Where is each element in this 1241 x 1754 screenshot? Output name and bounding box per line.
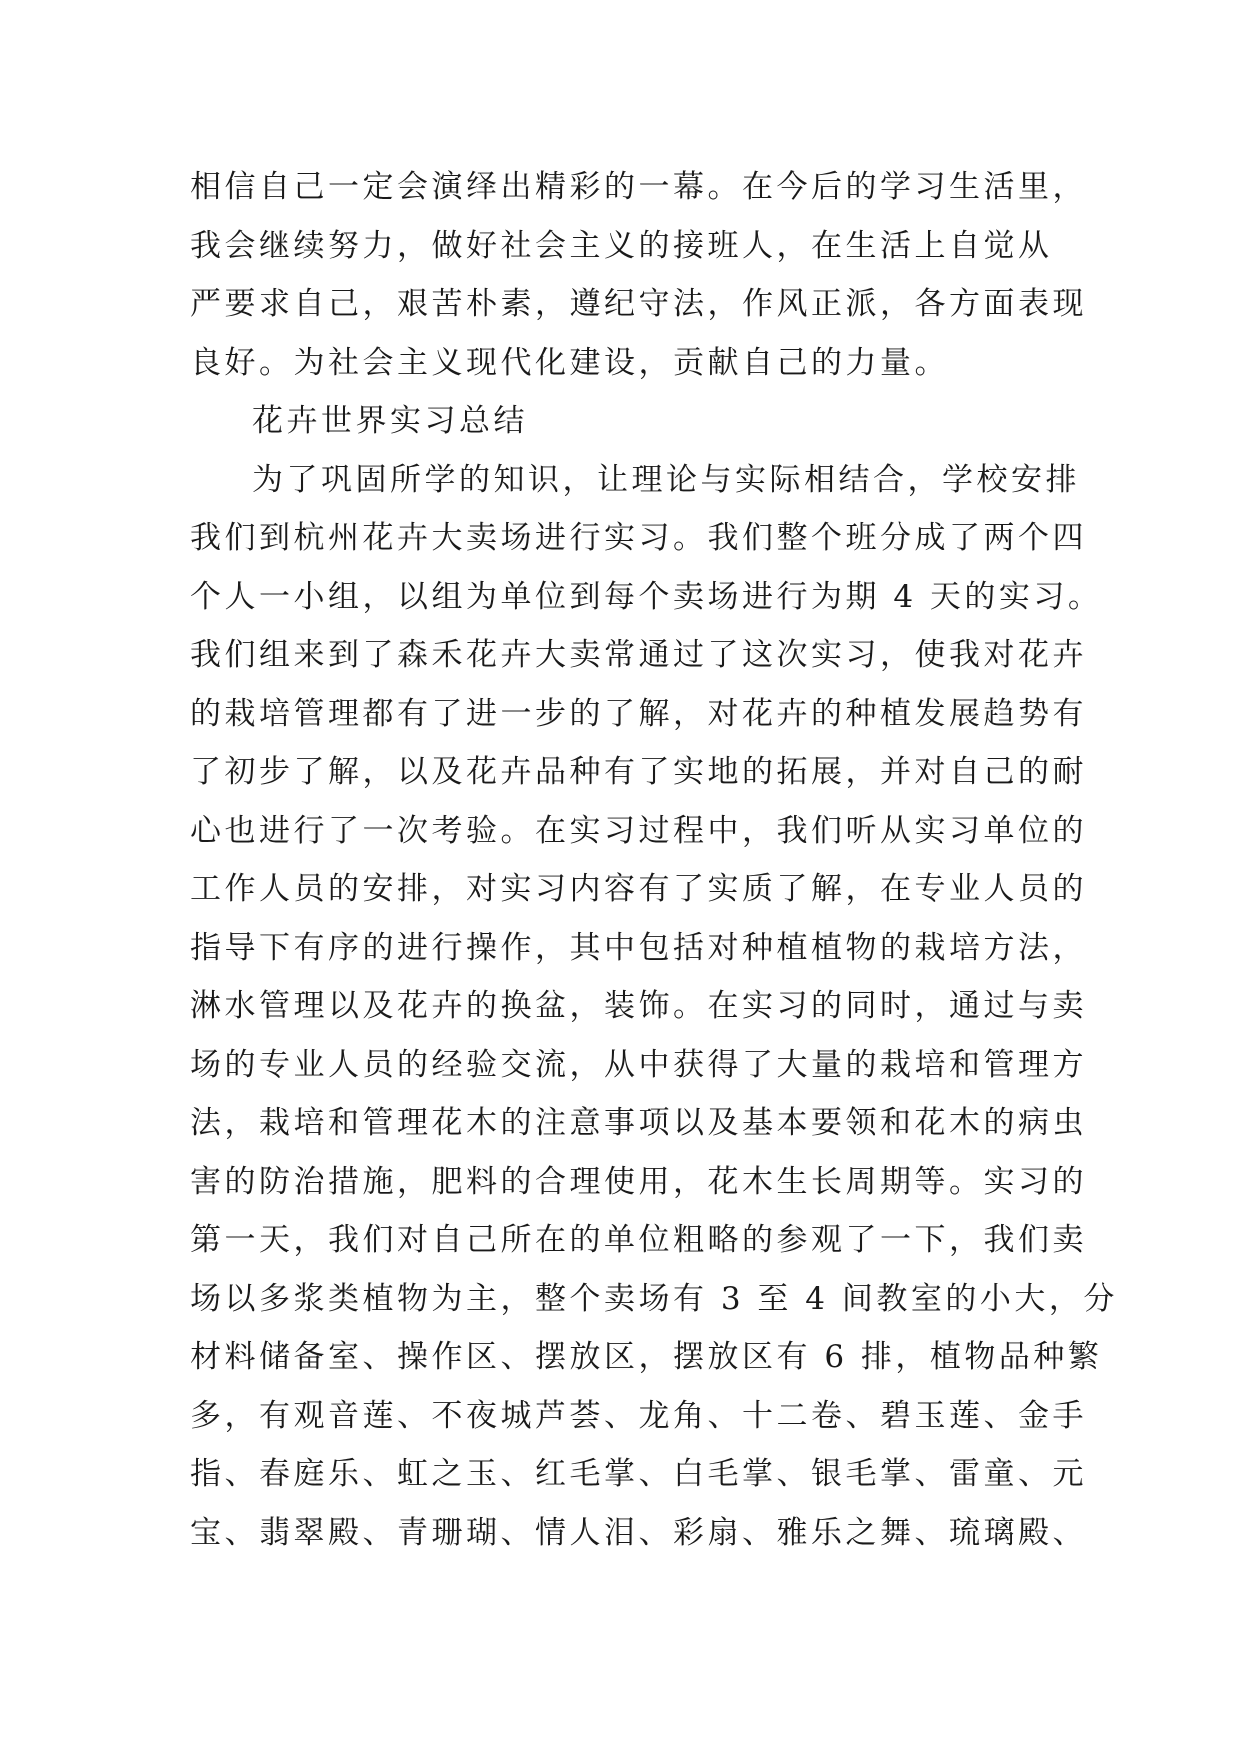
text-line: 材料储备室、操作区、摆放区，摆放区有 6 排，植物品种繁 — [190, 1339, 1103, 1375]
text-line: 我会继续努力，做好社会主义的接班人，在生活上自觉从 — [190, 227, 1053, 264]
text-line: 害的防治措施，肥料的合理使用，花木生长周期等。实习的 — [190, 1163, 1087, 1200]
text-line: 多，有观音莲、不夜城芦荟、龙角、十二卷、碧玉莲、金手 — [190, 1397, 1087, 1434]
text-line: 指导下有序的进行操作，其中包括对种植植物的栽培方法， — [190, 929, 1087, 966]
text-line: 淋水管理以及花卉的换盆，装饰。在实习的同时，通过与卖 — [190, 988, 1087, 1024]
text-line: 场的专业人员的经验交流，从中获得了大量的栽培和管理方 — [190, 1046, 1087, 1083]
text-line: 宝、翡翠殿、青珊瑚、情人泪、彩扇、雅乐之舞、琉璃殿、 — [190, 1514, 1087, 1551]
text-line: 的栽培管理都有了进一步的了解，对花卉的种植发展趋势有 — [190, 695, 1087, 732]
text-line: 我们到杭州花卉大卖场进行实习。我们整个班分成了两个四 — [190, 520, 1087, 556]
text-line: 我们组来到了森禾花卉大卖常通过了这次实习，使我对花卉 — [190, 637, 1087, 673]
text-line: 了初步了解，以及花卉品种有了实地的拓展，并对自己的耐 — [190, 754, 1087, 790]
text-line: 场以多浆类植物为主，整个卖场有 3 至 4 间教室的小大，分 — [190, 1280, 1118, 1317]
text-line: 第一天，我们对自己所在的单位粗略的参观了一下，我们卖 — [190, 1222, 1087, 1258]
document-body — [190, 158, 1118, 1562]
text-line: 个人一小组，以组为单位到每个卖场进行为期 4 天的实习。 — [190, 578, 1103, 615]
paragraph-first-line: 为了巩固所学的知识，让理论与实际相结合，学校安排 — [252, 461, 1080, 498]
text-line: 法，栽培和管理花木的注意事项以及基本要领和花木的病虫 — [190, 1105, 1087, 1141]
text-line: 严要求自己，艰苦朴素，遵纪守法，作风正派，各方面表现 — [190, 286, 1087, 322]
text-line: 指、春庭乐、虹之玉、红毛掌、白毛掌、银毛掌、雷童、元 — [190, 1456, 1087, 1492]
text-line: 工作人员的安排，对实习内容有了实质了解，在专业人员的 — [190, 871, 1087, 907]
text-line: 心也进行了一次考验。在实习过程中，我们听从实习单位的 — [190, 812, 1087, 849]
section-heading: 花卉世界实习总结 — [252, 403, 528, 439]
text-line: 良好。为社会主义现代化建设，贡献自己的力量。 — [190, 344, 949, 381]
text-line: 相信自己一定会演绎出精彩的一幕。在今后的学习生活里， — [190, 169, 1087, 205]
